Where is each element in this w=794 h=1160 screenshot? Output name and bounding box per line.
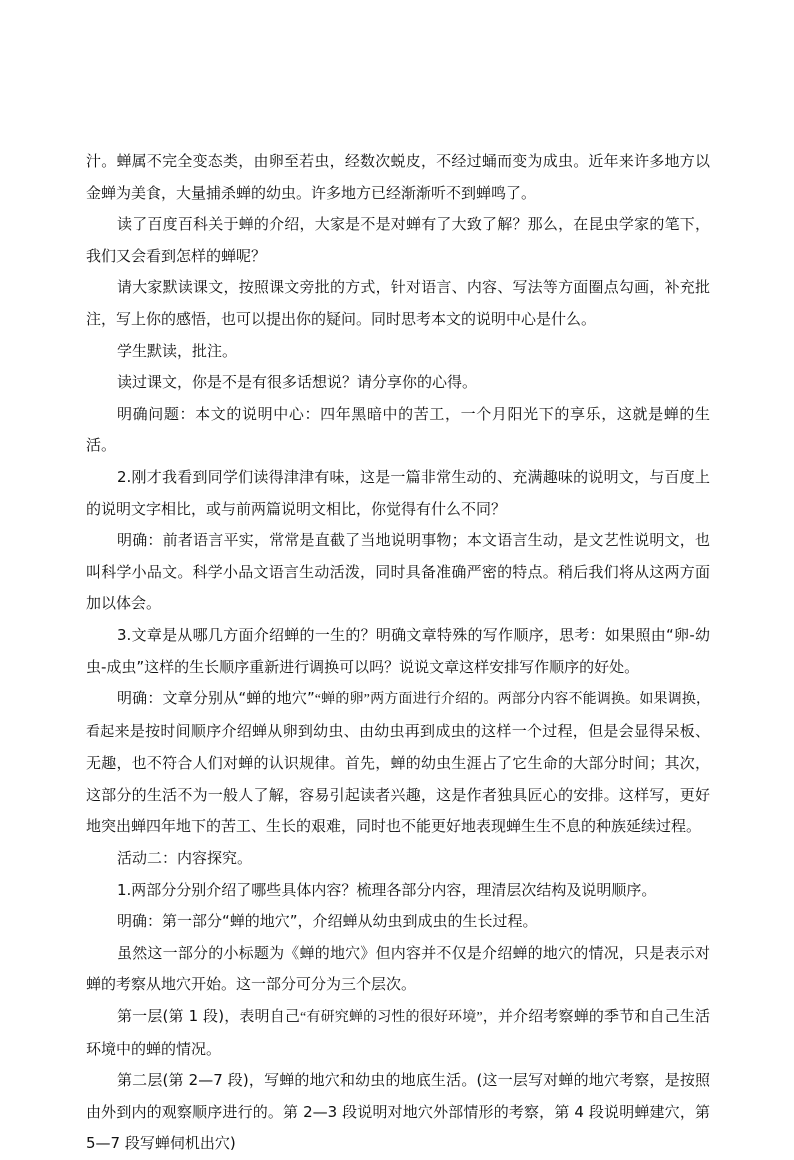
text-run: 1.两部分分别介绍了哪些具体内容？梳理各部分内容，理清层次结构及说明顺序。 [117, 880, 657, 899]
text-run: 2.刚才我看到同学们读得津津有味，这是一篇非常生动的、充满趣味的说明文，与百度上的说明文字相比，或与前两篇说明文相比，你觉得有什么不同？ [86, 467, 710, 518]
paragraph-baidu-intro-question [86, 209, 710, 272]
text-run: 第二层(第 2—7 段)，写蝉的地穴和幼虫的地底生活。(这一层写对蝉的地穴考察，是按照由外到内的观察顺序进行的。第 2—3 段说明对地穴外部情形的考察，第 4 段说明蝉建穴，第 5—7 段写蝉伺机出穴) [86, 1071, 710, 1153]
text-run: 学生默读，批注。 [117, 341, 238, 360]
text-run: 3.文章是从哪几方面介绍蝉的一生的？明确文章特殊的写作顺序，思考：如果照由“卵-幼虫-成虫”这样的生长顺序重新进行调换可以吗？说说文章这样安排写作顺序的好处。 [86, 625, 710, 676]
paragraph-answer-2 [86, 525, 710, 620]
paragraph-question-content [86, 875, 710, 907]
paragraph-students-read [86, 336, 710, 368]
text-run: 请大家默读课文，按照课文旁批的方式，针对语言、内容、写法等方面圈点勾画，补充批注，写上你的感悟，也可以提出你的疑问。同时思考本文的说明中心是什么。 [86, 278, 710, 328]
paragraph-layer-two [86, 1065, 710, 1160]
paragraph-cicada-metamorphosis [86, 146, 710, 209]
text-run-serif: “有研究蝉的习性的很好环境” [300, 1010, 483, 1026]
text-run: 明确问题：本文的说明中心：四年黑暗中的苦工，一个月阳光下的享乐，这就是蝉的生活。 [86, 404, 710, 455]
text-run: 读了百度百科关于蝉的介绍，大家是不是对蝉有了大致了解？那么，在昆虫学家的笔下，我们又会看到怎样的蝉呢？ [86, 215, 710, 265]
document-body [86, 0, 710, 1160]
paragraph-question-3 [86, 620, 710, 683]
text-run: 读过课文，你是不是有很多话想说？请分享你的心得。 [117, 373, 478, 392]
paragraph-share-thoughts [86, 367, 710, 399]
text-run: 汁。蝉属不完全变态类，由卵至若虫，经数次蜕皮，不经过蛹而变为成虫。近年来许多地方以金蝉为美食，大量捕杀蝉的幼虫。许多地方已经渐渐听不到蝉鸣了。 [86, 152, 710, 202]
text-run: 来是按时间顺序介绍蝉从卵到幼虫、由幼虫再到成虫的这样一个过程，但是会显得呆板、无趣，也不符合人们对蝉的认识规律。首先，蝉的幼虫生涯占了它生命的大部分时间；其次，这部分的生活不为一般人了解，容易引起读者兴趣，这是作者独具匠心的安排。这样写，更好地突出蝉四年地下的苦工、生长的艰难，同时也不能更好地表现蝉生生不息的种族延续过程。 [86, 721, 711, 836]
paragraph-part-one-explain [86, 938, 710, 1001]
text-run: 活动二：内容探究。 [117, 849, 253, 868]
text-run: 明确：第一部分“蝉的地穴”，介绍蝉从幼虫到成虫的生长过程。 [117, 912, 538, 931]
text-run: 虽然这一部分的小标题为《蝉的地穴》但内容并不仅是介绍蝉的地穴的情况，只是表示对蝉的考察从地穴开始。这一部分可分为三个层次。 [86, 943, 710, 994]
paragraph-central-idea [86, 399, 710, 462]
paragraph-reading-task [86, 272, 710, 335]
text-run: 明确：文章分别从“蝉的地穴” [117, 689, 315, 708]
paragraph-activity-2 [86, 843, 710, 875]
text-run-serif: “蝉的卵”两方面进行介绍的。两部分内容不能调换。如果调换，看起 [86, 692, 710, 740]
text-run: 第一层(第 1 段)，表明自己 [117, 1007, 301, 1026]
paragraph-question-2 [86, 462, 710, 525]
paragraph-part-one [86, 906, 710, 938]
paragraph-answer-3 [86, 683, 710, 843]
text-run: 明确：前者语言平实，常常是直截了当地说明事物；本文语言生动，是文艺性说明文，也叫科学小品文。科学小品文语言生动活泼，同时具备准确严密的特点。稍后我们将从这两方面加以体会。 [86, 531, 710, 613]
text-run: ，并介绍考察蝉的季节和自己生活环境中的蝉的情况。 [86, 1007, 710, 1058]
paragraph-layer-one [86, 1001, 710, 1065]
